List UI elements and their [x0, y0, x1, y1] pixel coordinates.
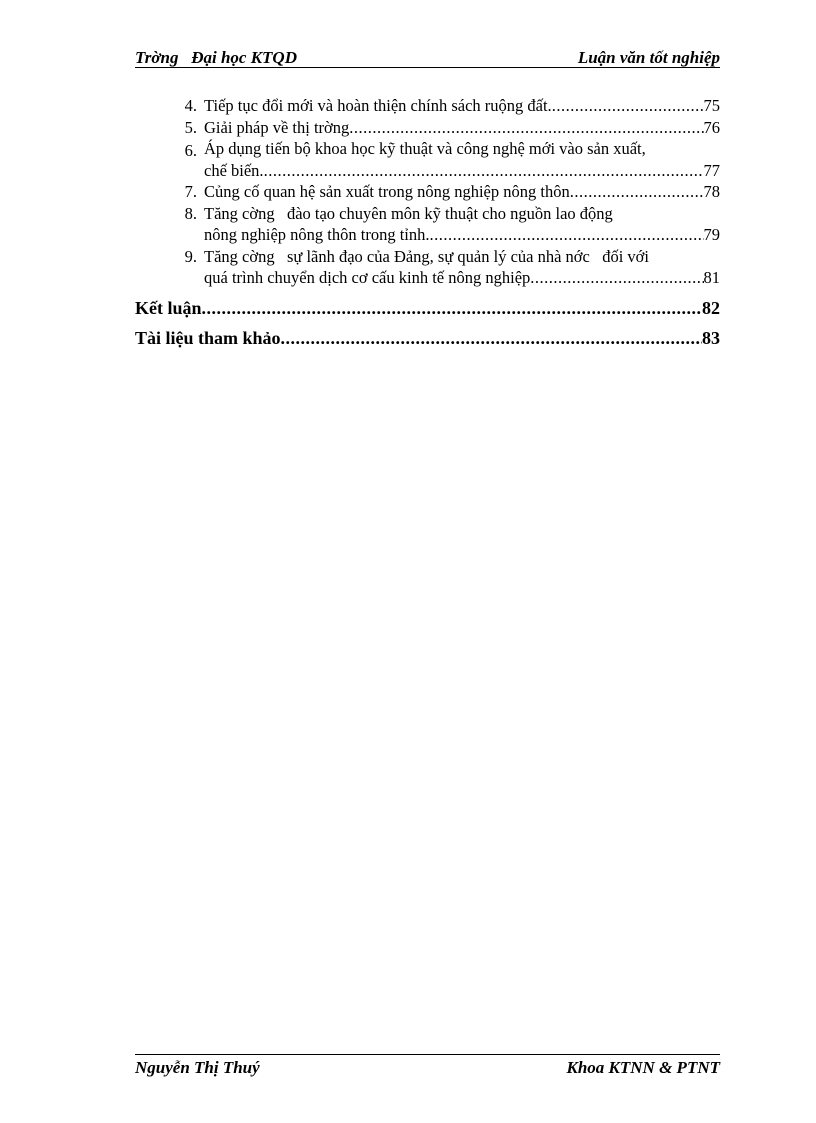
- page-header: [135, 49, 720, 68]
- dot-leader: [530, 267, 703, 289]
- toc-item-number: 5.: [184, 117, 197, 137]
- toc-item-page: 79: [703, 225, 720, 244]
- toc-item-title-continued: nông nghiệp nông thôn trong tỉnh.: [204, 225, 430, 244]
- toc-item-title: Giải pháp về thị trờng: [204, 117, 350, 137]
- header-school: Trờng Đại học KTQD: [135, 48, 297, 67]
- toc-item-number: 4.: [184, 96, 197, 115]
- dot-leader: [552, 95, 704, 117]
- toc-major-title: Tài liệu tham khảo: [135, 327, 281, 348]
- dot-leader: [349, 117, 703, 139]
- toc-item: [135, 246, 720, 289]
- toc-item: [135, 117, 720, 139]
- dot-leader: [281, 327, 702, 349]
- toc-item-title: Tăng cờng đào tạo chuyên môn kỹ thuật cho nguồn lao động: [204, 203, 613, 223]
- toc-item-page: 75: [703, 96, 720, 115]
- toc-item-title: Áp dụng tiến bộ khoa học kỹ thuật và công nghệ mới vào sản xuất,: [204, 139, 646, 158]
- toc-major-page: 83: [702, 327, 720, 348]
- toc-item: [135, 138, 720, 181]
- toc-item-number: 7.: [184, 182, 197, 201]
- dot-leader: [570, 181, 704, 203]
- header-document-type: Luận văn tốt nghiệp: [577, 48, 720, 67]
- toc-item-title: Tăng cờng sự lãnh đạo của Đảng, sự quản lý của nhà nớc đối với: [204, 246, 649, 266]
- toc-item: [135, 95, 720, 117]
- page-footer: [135, 1058, 720, 1078]
- toc-item-page: 78: [703, 182, 720, 201]
- toc-item-number: 8.: [184, 203, 197, 223]
- toc-item: [135, 181, 720, 203]
- toc-item-title: Tiếp tục đổi mới và hoàn thiện chính sách ruộng đất.: [204, 96, 552, 115]
- footer-author: Nguyễn Thị Thuý: [135, 1058, 260, 1077]
- footer-faculty: Khoa KTNN & PTNT: [566, 1058, 720, 1077]
- toc-item-page: 77: [703, 160, 720, 180]
- toc-item: [135, 203, 720, 246]
- toc-major-title: Kết luận: [135, 297, 202, 318]
- toc-item-title-continued: chế biến.: [204, 160, 264, 180]
- toc-item-title: Củng cố quan hệ sản xuất trong nông nghiệp nông thôn: [204, 182, 570, 201]
- toc-item-number: 9.: [184, 246, 197, 266]
- dot-leader: [430, 224, 704, 246]
- toc-item-page: 76: [703, 117, 720, 137]
- toc-item-number: 6.: [184, 141, 197, 160]
- toc-item-page: 81: [703, 268, 720, 287]
- toc-major-page: 82: [702, 297, 720, 318]
- footer-divider: [135, 1054, 720, 1055]
- dot-leader: [202, 297, 702, 319]
- toc-item-title-continued: quá trình chuyển dịch cơ cấu kinh tế nông nghiệp: [204, 268, 531, 287]
- toc-major-entry: [135, 327, 720, 349]
- toc-major-entry: [135, 297, 720, 319]
- dot-leader: [264, 160, 704, 182]
- table-of-contents: [135, 95, 720, 349]
